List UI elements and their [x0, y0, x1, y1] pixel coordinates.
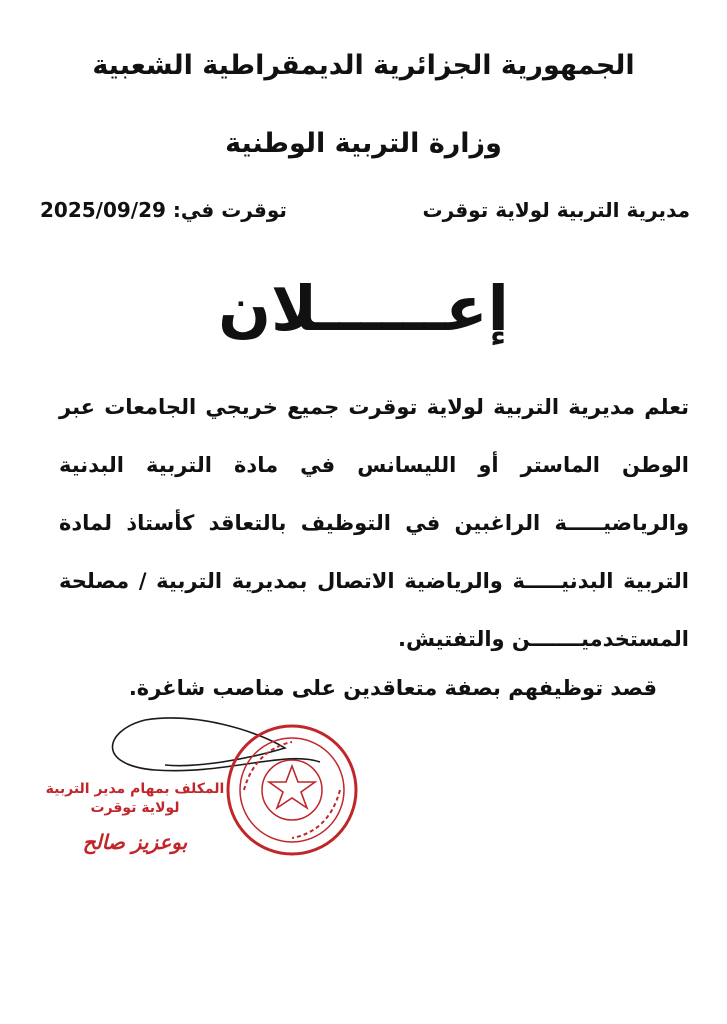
closing-line: قصد توظيفهم بصفة متعاقدين على مناصب شاغرة.: [128, 676, 657, 700]
announcement-title: إعــــــلان: [218, 272, 509, 345]
signature-block: [20, 780, 250, 854]
announcement-body: تعلم مديرية التربية لولاية توقرت جميع خريجي الجامعات عبر الوطن الماستر أو الليسانس في مادة التربية البدنية والرياضيـــــة الراغبين في التوظيف بالتعاقد كأستاذ لمادة التربية البدنيـــــة والرياضية الاتصال بمديرية التربية / مصلحة المستخدميـــــــن والتفتيش.: [59, 395, 689, 651]
ministry-heading: وزارة التربية الوطنية: [225, 128, 502, 159]
signature-role: المكلف بمهام مدير التربية: [45, 781, 225, 797]
directorate-label: مديرية التربية لولاية توقرت: [422, 198, 690, 222]
signatory-name: بوعزيز صالح: [82, 830, 188, 854]
signature-place: لولاية توقرت: [90, 800, 180, 816]
republic-heading: الجمهورية الجزائرية الديمقراطية الشعبية: [92, 50, 635, 81]
date-line: توقرت في: 2025/09/29: [40, 198, 287, 222]
